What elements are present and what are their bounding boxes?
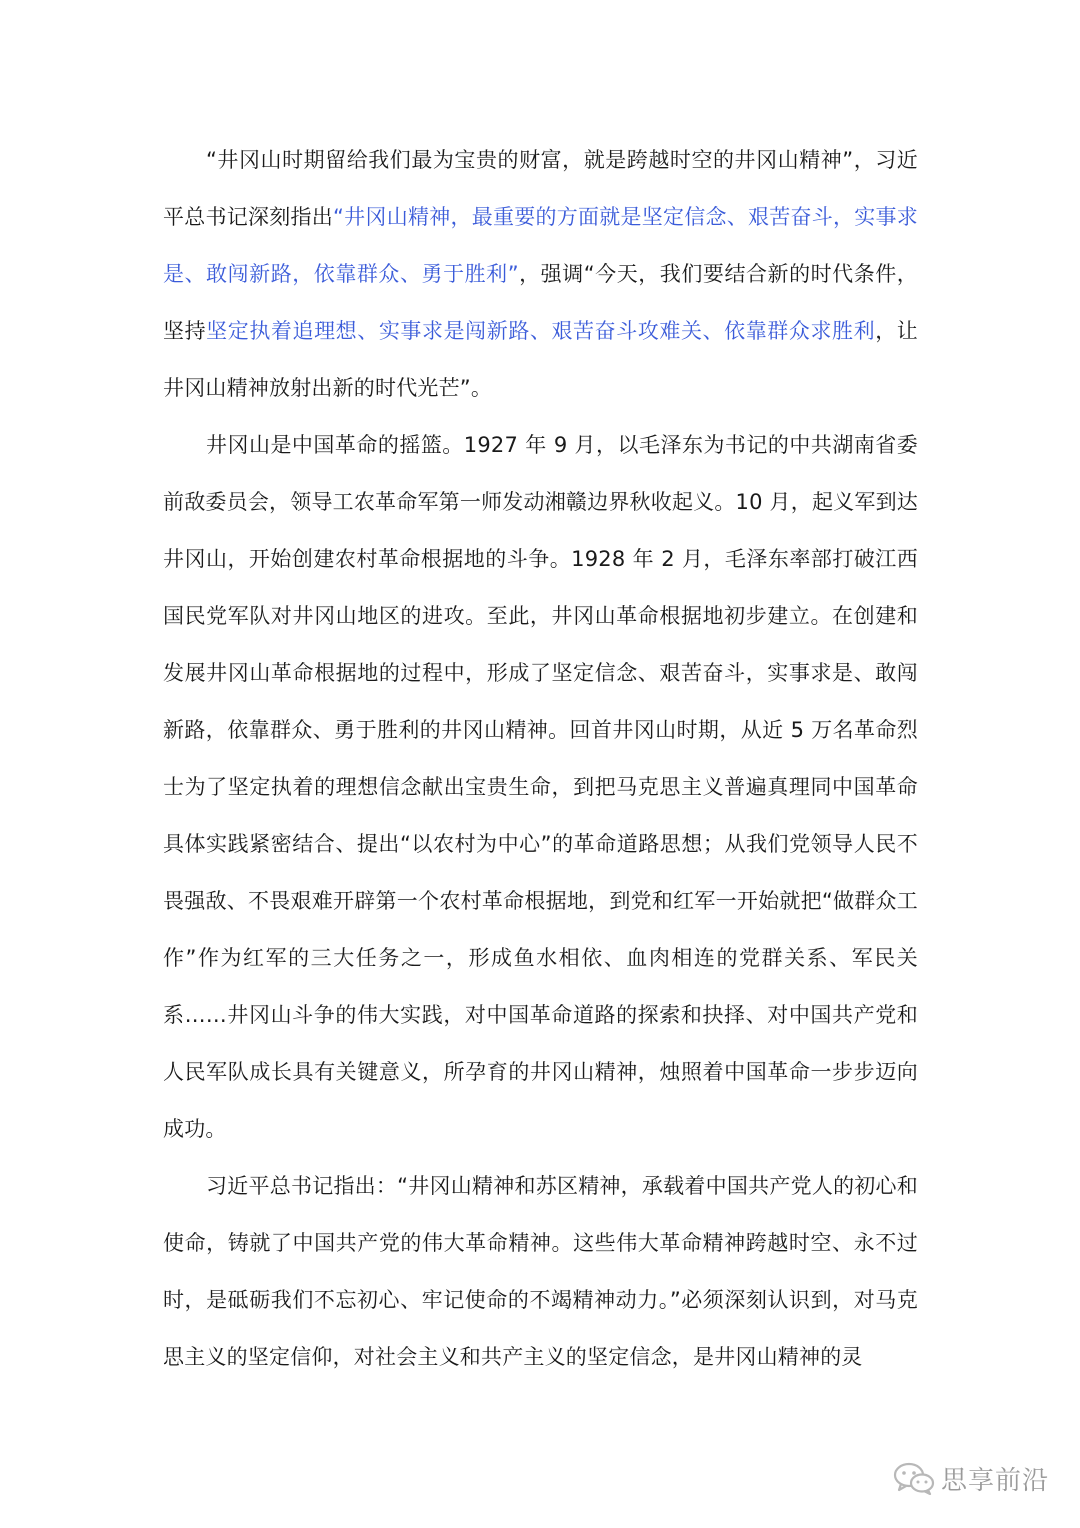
paragraph-2: 井冈山是中国革命的摇篮。1927 年 9 月，以毛泽东为书记的中共湖南省委前敌委员会，领导工农革命军第一师发动湘赣边界秋收起义。10 月，起义军到达井冈山，开始创建农村革命根据地的斗争。1928 年 2 月，毛泽东率部打破江西国民党军队对井冈山地区的进攻。至此，井冈山革命根据地初步建立。在创建和发展井冈山革命根据地的过程中，形成了坚定信念、艰苦奋斗，实事求是、敢闯新路，依靠群众、勇于胜利的井冈山精神。回首井冈山时期，从近 5 万名革命烈士为了坚定执着的理想信念献出宝贵生命，到把马克思主义普遍真理同中国革命具体实践紧密结合、提出“以农村为中心”的革命道路思想；从我们党领导人民不畏强敌、不畏艰难开辟第一个农村革命根据地，到党和红军一开始就把“做群众工作”作为红军的三大任务之一，形成鱼水相依、血肉相连的党群关系、军民关系……井冈山斗争的伟大实践，对中国革命道路的探索和抉择、对中国共产党和人民军队成长具有关键意义，所孕育的井冈山精神，烛照着中国革命一步步迈向成功。 (163, 433, 918, 1141)
p1-segment-3: ，强调“今天，我们要结合新的时代条件，坚持 (163, 262, 918, 343)
document-body (163, 132, 918, 1386)
p1-highlight-quote-1: “井冈山精神，最重要的方面就是坚定信念、艰苦奋斗，实事求是、敢闯新路，依靠群众、勇于胜利” (163, 205, 918, 286)
watermark (893, 1453, 1049, 1503)
paragraph-1 (163, 132, 918, 417)
p1-segment-1: “井冈山时期留给我们最为宝贵的财富，就是跨越时空的井冈山精神”，习近平总书记深刻指出 (163, 148, 918, 229)
watermark-text: 思享前沿 (941, 1465, 1050, 1496)
p1-segment-5: ，让井冈山精神放射出新的时代光芒”。 (163, 319, 919, 400)
paragraph-3: 习近平总书记指出：“井冈山精神和苏区精神，承载着中国共产党人的初心和使命，铸就了中国共产党的伟大革命精神。这些伟大革命精神跨越时空、永不过时，是砥砺我们不忘初心、牢记使命的不竭精神动力。”必须深刻认识到，对马克思主义的坚定信仰，对社会主义和共产主义的坚定信念，是井冈山精神的灵 (163, 1174, 918, 1369)
p1-highlight-quote-2: 坚定执着追理想、实事求是闯新路、艰苦奋斗攻难关、依靠群众求胜利 (206, 319, 876, 343)
wechat-icon (893, 1461, 935, 1495)
